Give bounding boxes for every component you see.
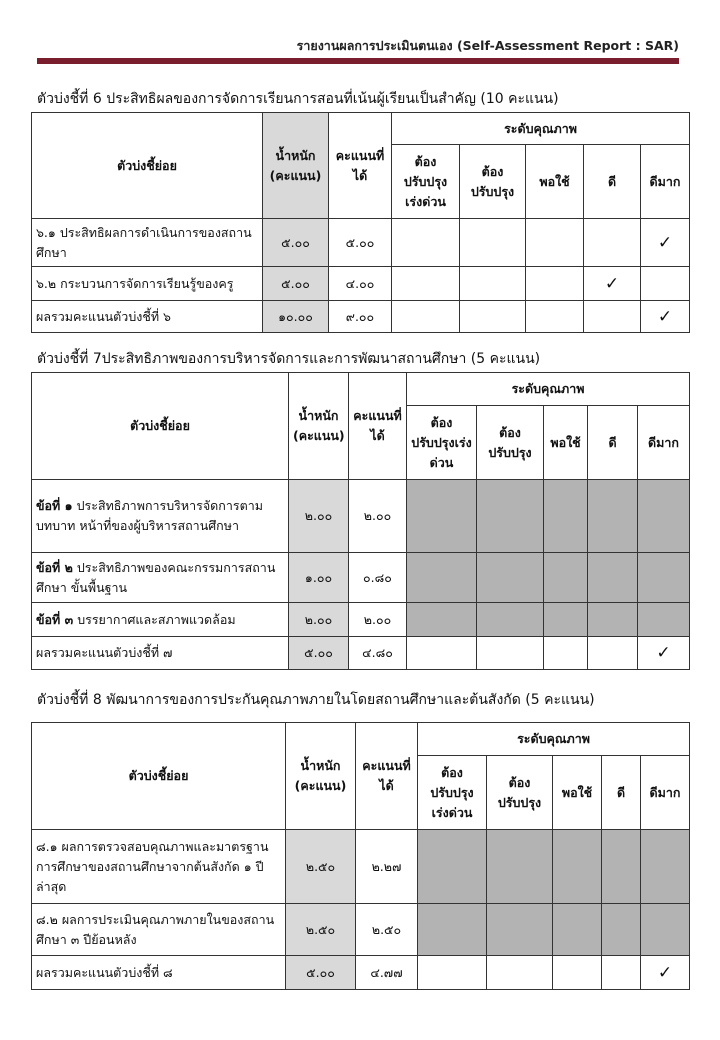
level-cell bbox=[638, 603, 690, 637]
level-cell bbox=[588, 553, 638, 603]
col-header-level-2: ต้องปรับปรุง bbox=[487, 756, 553, 830]
table-row bbox=[32, 267, 690, 301]
col-header-quality-level: ระดับคุณภาพ bbox=[407, 373, 690, 406]
col-header-quality-level: ระดับคุณภาพ bbox=[418, 723, 690, 756]
col-header-score: คะแนนที่ได้ bbox=[356, 723, 418, 830]
col-header-level-2: ต้องปรับปรุง bbox=[477, 406, 544, 480]
check-mark-icon: ✓ bbox=[641, 956, 690, 990]
row-weight: ๑.๐๐ bbox=[289, 553, 349, 603]
level-cell bbox=[526, 267, 584, 301]
level-cell bbox=[477, 603, 544, 637]
col-header-sub-indicator: ตัวบ่งชี้ย่อย bbox=[32, 113, 263, 219]
col-header-sub-indicator: ตัวบ่งชี้ย่อย bbox=[32, 373, 289, 480]
row-weight: ๒.๕๐ bbox=[286, 904, 356, 956]
row-score: ๒.๕๐ bbox=[356, 904, 418, 956]
level-cell bbox=[638, 553, 690, 603]
level-cell bbox=[392, 301, 460, 333]
level-cell bbox=[460, 267, 526, 301]
total-weight: ๕.๐๐ bbox=[289, 637, 349, 670]
col-header-sub-indicator: ตัวบ่งชี้ย่อย bbox=[32, 723, 286, 830]
level-cell bbox=[588, 480, 638, 553]
indicator8-table bbox=[31, 722, 690, 990]
col-header-score: คะแนนที่ได้ bbox=[349, 373, 407, 480]
level-cell bbox=[418, 956, 487, 990]
level-cell bbox=[407, 637, 477, 670]
level-cell bbox=[584, 301, 641, 333]
row-prefix: ข้อที่ ๑ bbox=[36, 498, 73, 513]
col-header-level-4: ดี bbox=[602, 756, 641, 830]
level-cell bbox=[407, 603, 477, 637]
level-cell bbox=[487, 956, 553, 990]
header-divider bbox=[37, 58, 679, 64]
total-row bbox=[32, 301, 690, 333]
level-cell bbox=[553, 830, 602, 904]
level-cell bbox=[553, 904, 602, 956]
level-cell bbox=[418, 904, 487, 956]
level-cell bbox=[584, 219, 641, 267]
level-cell bbox=[602, 830, 641, 904]
row-weight: ๒.๐๐ bbox=[289, 603, 349, 637]
level-cell bbox=[641, 904, 690, 956]
level-cell bbox=[602, 904, 641, 956]
total-row bbox=[32, 956, 690, 990]
level-cell bbox=[638, 480, 690, 553]
level-cell bbox=[407, 480, 477, 553]
row-score: ๒.๒๗ bbox=[356, 830, 418, 904]
row-score: ๒.๐๐ bbox=[349, 480, 407, 553]
level-cell bbox=[477, 553, 544, 603]
row-label: ๘.๑ ผลการตรวจสอบคุณภาพและมาตรฐาน การศึกษาของสถานศึกษาจากต้นสังกัด ๑ ปีล่าสุด bbox=[32, 830, 286, 904]
total-weight: ๕.๐๐ bbox=[286, 956, 356, 990]
row-score: ๒.๐๐ bbox=[349, 603, 407, 637]
level-cell bbox=[487, 830, 553, 904]
table-row bbox=[32, 553, 690, 603]
row-prefix: ข้อที่ ๓ bbox=[36, 611, 74, 627]
row-text: บรรยากาศและสภาพแวดล้อม bbox=[77, 611, 236, 627]
level-cell bbox=[392, 219, 460, 267]
check-mark-icon: ✓ bbox=[638, 637, 690, 670]
total-label: ผลรวมคะแนนตัวบ่งชี้ที่ ๘ bbox=[32, 956, 286, 990]
total-label: ผลรวมคะแนนตัวบ่งชี้ที่ ๗ bbox=[32, 637, 289, 670]
col-header-weight: น้ำหนัก (คะแนน) bbox=[289, 373, 349, 480]
row-label bbox=[32, 480, 289, 553]
level-cell bbox=[588, 637, 638, 670]
row-label bbox=[32, 553, 289, 603]
total-label: ผลรวมคะแนนตัวบ่งชี้ที่ ๖ bbox=[32, 301, 263, 333]
report-header-title: รายงานผลการประเมินตนเอง (Self-Assessment Report : SAR) bbox=[296, 38, 679, 53]
col-header-quality-level: ระดับคุณภาพ bbox=[392, 113, 690, 145]
col-header-level-1: ต้องปรับปรุงเร่งด่วน bbox=[392, 145, 460, 219]
level-cell bbox=[418, 830, 487, 904]
col-header-level-4: ดี bbox=[584, 145, 641, 219]
row-score: ๐.๘๐ bbox=[349, 553, 407, 603]
col-header-level-5: ดีมาก bbox=[641, 756, 690, 830]
indicator6-caption: ตัวบ่งชี้ที่ 6 ประสิทธิผลของการจัดการเรียนการสอนที่เน้นผู้เรียนเป็นสำคัญ (10 คะแนน) bbox=[37, 91, 559, 107]
level-cell bbox=[487, 904, 553, 956]
row-label: ๖.๒ กระบวนการจัดการเรียนรู้ของครู bbox=[32, 267, 263, 301]
row-score: ๔.๐๐ bbox=[329, 267, 392, 301]
level-cell bbox=[526, 301, 584, 333]
row-score: ๕.๐๐ bbox=[329, 219, 392, 267]
row-text: ประสิทธิภาพของคณะกรรมการสถานศึกษา ขั้นพื้นฐาน bbox=[36, 559, 276, 595]
row-text: ประสิทธิภาพการบริหารจัดการตาม บทบาท หน้าที่ของผู้บริหารสถานศึกษา bbox=[36, 498, 263, 533]
col-header-weight: น้ำหนัก (คะแนน) bbox=[286, 723, 356, 830]
total-score: ๔.๗๗ bbox=[356, 956, 418, 990]
level-cell bbox=[460, 301, 526, 333]
col-header-level-3: พอใช้ bbox=[526, 145, 584, 219]
col-header-level-3: พอใช้ bbox=[553, 756, 602, 830]
total-weight: ๑๐.๐๐ bbox=[263, 301, 329, 333]
level-cell bbox=[544, 480, 588, 553]
indicator8-caption: ตัวบ่งชี้ที่ 8 พัฒนาการของการประกันคุณภาพภายในโดยสถานศึกษาและต้นสังกัด (5 คะแนน) bbox=[37, 692, 595, 708]
table-row bbox=[32, 830, 690, 904]
col-header-weight: น้ำหนัก (คะแนน) bbox=[263, 113, 329, 219]
col-header-level-2: ต้องปรับปรุง bbox=[460, 145, 526, 219]
level-cell bbox=[544, 553, 588, 603]
row-label bbox=[32, 603, 289, 637]
level-cell bbox=[544, 603, 588, 637]
total-score: ๙.๐๐ bbox=[329, 301, 392, 333]
col-header-level-1: ต้องปรับปรุงเร่งด่วน bbox=[407, 406, 477, 480]
col-header-level-5: ดีมาก bbox=[638, 406, 690, 480]
col-header-level-1: ต้องปรับปรุงเร่งด่วน bbox=[418, 756, 487, 830]
check-mark-icon: ✓ bbox=[641, 219, 690, 267]
indicator6-table bbox=[31, 112, 690, 333]
row-weight: ๒.๐๐ bbox=[289, 480, 349, 553]
level-cell bbox=[544, 637, 588, 670]
level-cell bbox=[460, 219, 526, 267]
level-cell bbox=[553, 956, 602, 990]
table-row bbox=[32, 480, 690, 553]
col-header-level-4: ดี bbox=[588, 406, 638, 480]
level-cell bbox=[641, 830, 690, 904]
level-cell bbox=[641, 267, 690, 301]
level-cell bbox=[588, 603, 638, 637]
total-score: ๔.๘๐ bbox=[349, 637, 407, 670]
indicator7-caption: ตัวบ่งชี้ที่ 7ประสิทธิภาพของการบริหารจัดการและการพัฒนาสถานศึกษา (5 คะแนน) bbox=[37, 351, 541, 367]
indicator7-table bbox=[31, 372, 690, 670]
level-cell bbox=[526, 219, 584, 267]
row-weight: ๕.๐๐ bbox=[263, 219, 329, 267]
level-cell bbox=[392, 267, 460, 301]
level-cell bbox=[477, 637, 544, 670]
level-cell bbox=[407, 553, 477, 603]
row-label: ๘.๒ ผลการประเมินคุณภาพภายในของสถานศึกษา ๓ ปีย้อนหลัง bbox=[32, 904, 286, 956]
col-header-level-5: ดีมาก bbox=[641, 145, 690, 219]
row-weight: ๒.๕๐ bbox=[286, 830, 356, 904]
col-header-level-3: พอใช้ bbox=[544, 406, 588, 480]
level-cell bbox=[602, 956, 641, 990]
level-cell bbox=[477, 480, 544, 553]
table-row bbox=[32, 904, 690, 956]
table-row bbox=[32, 603, 690, 637]
row-weight: ๕.๐๐ bbox=[263, 267, 329, 301]
col-header-score: คะแนนที่ได้ bbox=[329, 113, 392, 219]
check-mark-icon: ✓ bbox=[584, 267, 641, 301]
check-mark-icon: ✓ bbox=[641, 301, 690, 333]
table-row bbox=[32, 219, 690, 267]
row-label: ๖.๑ ประสิทธิผลการดำเนินการของสถานศึกษา bbox=[32, 219, 263, 267]
total-row bbox=[32, 637, 690, 670]
row-prefix: ข้อที่ ๒ bbox=[36, 559, 73, 575]
